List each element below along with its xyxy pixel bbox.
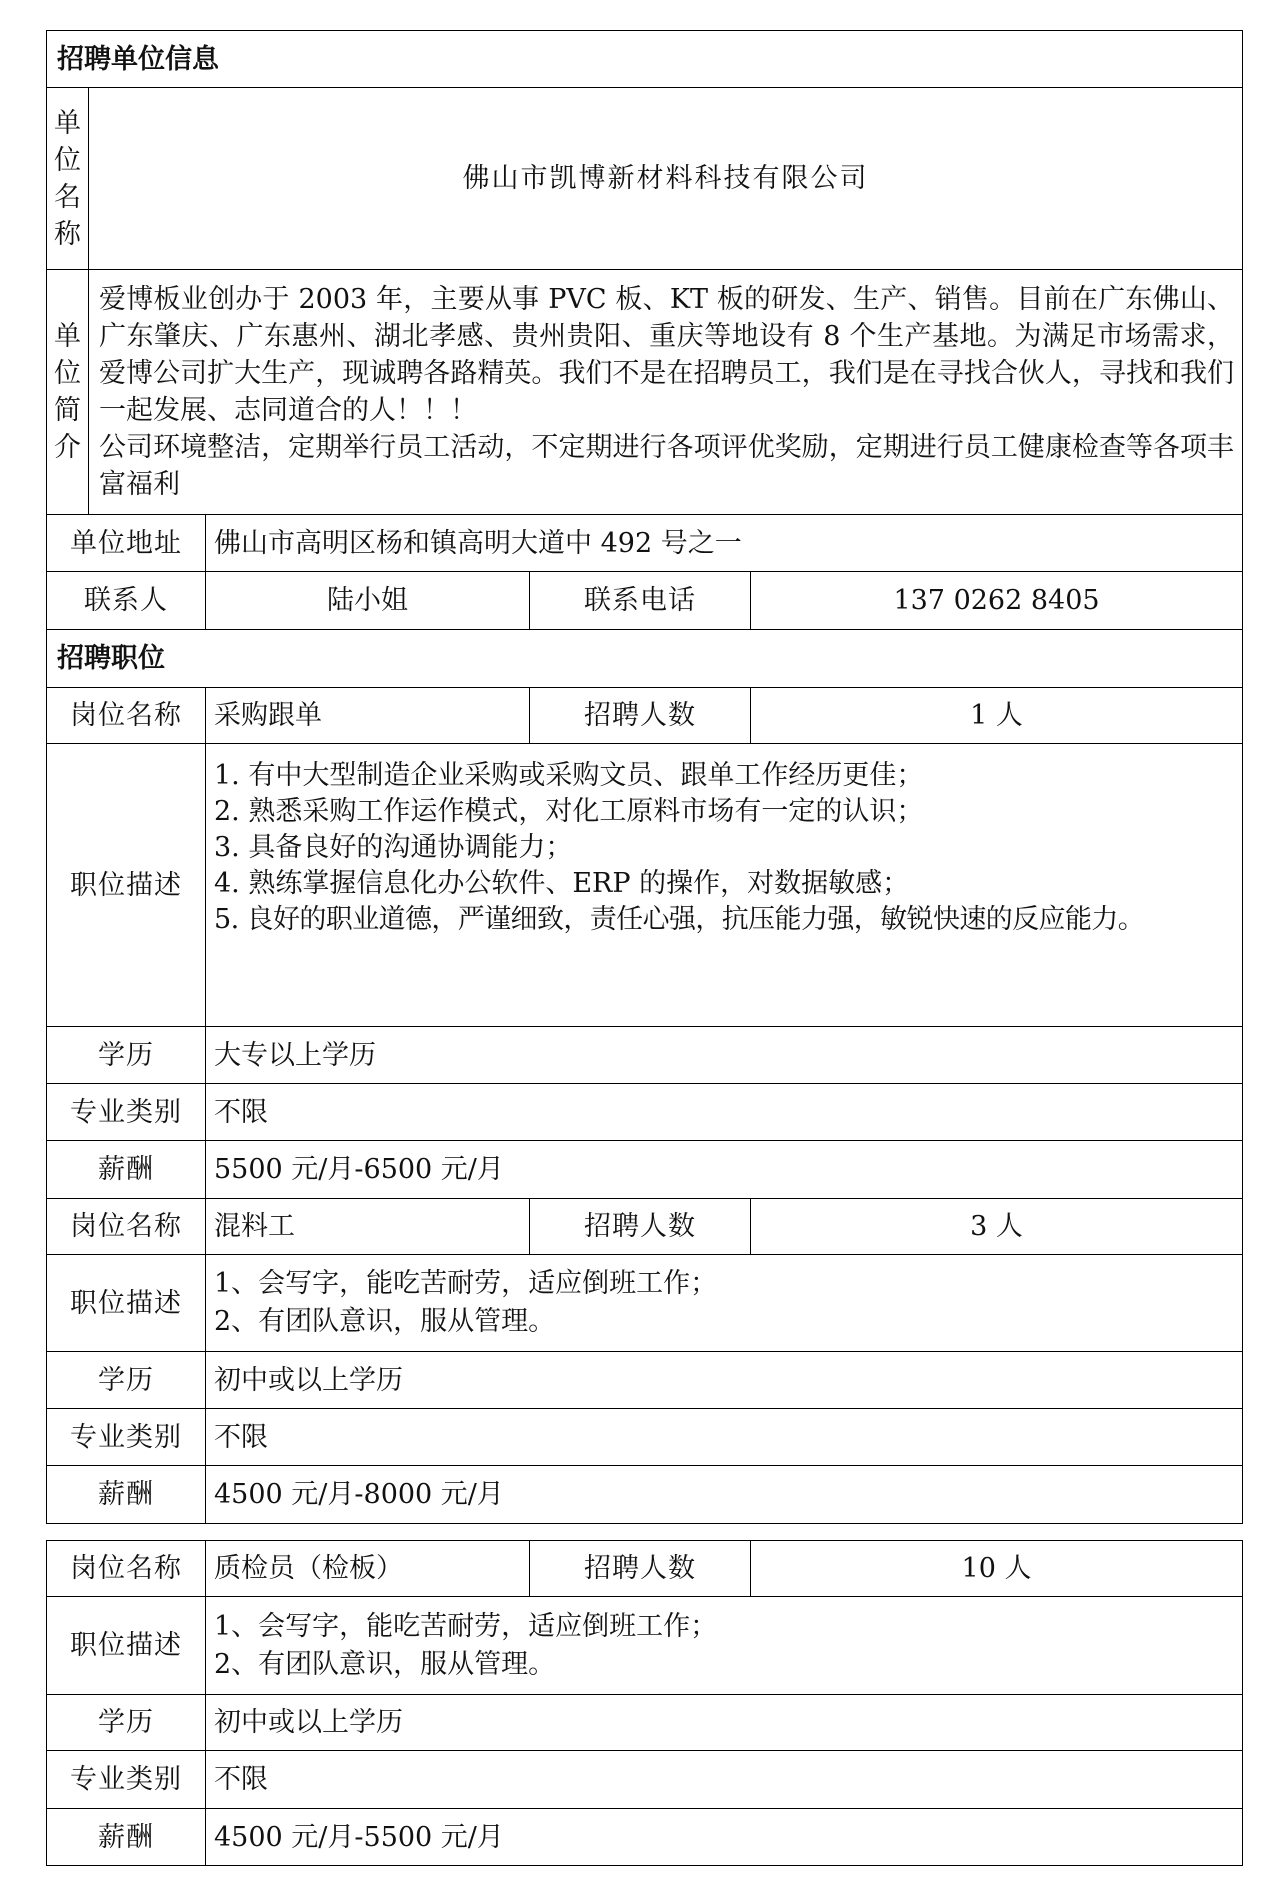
education-value: 初中或以上学历	[206, 1695, 1243, 1751]
position-description	[206, 1255, 1243, 1352]
headcount-value: 3 人	[751, 1199, 1243, 1255]
position-description	[206, 1597, 1243, 1695]
company-intro	[89, 270, 1243, 515]
section-title-company-info: 招聘单位信息	[47, 31, 1243, 88]
salary-value: 4500 元/月-8000 元/月	[206, 1466, 1243, 1524]
major-label: 专业类别	[47, 1409, 206, 1466]
company-address: 佛山市高明区杨和镇高明大道中 492 号之一	[206, 515, 1243, 572]
headcount-label: 招聘人数	[530, 1541, 751, 1597]
section-title-positions: 招聘职位	[47, 630, 1243, 688]
position-name-label: 岗位名称	[47, 1541, 206, 1597]
position-name: 质检员（检板）	[206, 1541, 530, 1597]
address-label: 单位地址	[47, 515, 206, 572]
recruitment-table-secondary	[46, 1540, 1243, 1866]
recruitment-table-main	[46, 30, 1243, 1524]
major-value: 不限	[206, 1751, 1243, 1809]
company-intro-label-char: 介	[54, 432, 81, 463]
contact-person: 陆小姐	[206, 572, 530, 630]
description-line: 5. 良好的职业道德，严谨细致，责任心强，抗压能力强，敏锐快速的反应能力。	[214, 904, 1145, 935]
contact-phone[interactable]: 137 0262 8405	[751, 572, 1243, 630]
company-name-label-char: 称	[54, 218, 81, 250]
education-label: 学历	[47, 1352, 206, 1409]
education-label: 学历	[47, 1695, 206, 1751]
salary-value: 4500 元/月-5500 元/月	[206, 1809, 1243, 1866]
position-name: 采购跟单	[206, 688, 530, 744]
description-line: 3. 具备良好的沟通协调能力；	[214, 832, 573, 863]
phone-label: 联系电话	[530, 572, 751, 630]
company-intro-label-char: 单	[54, 321, 81, 352]
contact-label: 联系人	[47, 572, 206, 630]
headcount-value: 1 人	[751, 688, 1243, 744]
salary-label: 薪酬	[47, 1141, 206, 1199]
company-name: 佛山市凯博新材料科技有限公司	[89, 88, 1243, 270]
company-name-label-char: 位	[54, 144, 81, 176]
salary-value: 5500 元/月-6500 元/月	[206, 1141, 1243, 1199]
headcount-label: 招聘人数	[530, 688, 751, 744]
description-label: 职位描述	[47, 1597, 206, 1695]
company-intro-label-char: 位	[54, 358, 81, 389]
salary-label: 薪酬	[47, 1466, 206, 1524]
position-name-label: 岗位名称	[47, 1199, 206, 1255]
company-intro-paragraph: 爱博板业创办于 2003 年，主要从事 PVC 板、KT 板的研发、生产、销售。目前在广东佛山、广东肇庆、广东惠州、湖北孝感、贵州贵阳、重庆等地设有 8 个生产基地。为满足市场需求，爱博公司扩大生产，现诚聘各路精英。我们不是在招聘员工，我们是在寻找合伙人，寻找和我们一起发展、志同道合的人！！！	[99, 284, 1235, 426]
salary-label: 薪酬	[47, 1809, 206, 1866]
education-value: 大专以上学历	[206, 1027, 1243, 1084]
description-line: 4. 熟练掌握信息化办公软件、ERP 的操作，对数据敏感；	[214, 868, 910, 899]
position-name-label: 岗位名称	[47, 688, 206, 744]
description-line: 1、会写字，能吃苦耐劳，适应倒班工作；	[214, 1610, 718, 1642]
company-intro-label-char: 简	[54, 395, 81, 426]
description-label: 职位描述	[47, 1255, 206, 1352]
headcount-label: 招聘人数	[530, 1199, 751, 1255]
company-intro-paragraph: 公司环境整洁，定期举行员工活动，不定期进行各项评优奖励，定期进行员工健康检查等各项丰富福利	[99, 432, 1235, 500]
major-label: 专业类别	[47, 1084, 206, 1141]
company-name-label-char: 名	[54, 181, 81, 213]
major-value: 不限	[206, 1409, 1243, 1466]
company-intro-label	[47, 270, 89, 515]
headcount-value: 10 人	[751, 1541, 1243, 1597]
description-line: 2、有团队意识，服从管理。	[214, 1306, 556, 1337]
company-name-label-char: 单	[54, 107, 81, 139]
position-name: 混料工	[206, 1199, 530, 1255]
description-line: 1. 有中大型制造企业采购或采购文员、跟单工作经历更佳；	[214, 760, 924, 791]
description-label: 职位描述	[47, 744, 206, 1027]
position-description	[206, 744, 1243, 1027]
education-value: 初中或以上学历	[206, 1352, 1243, 1409]
description-line: 2. 熟悉采购工作运作模式，对化工原料市场有一定的认识；	[214, 796, 924, 827]
major-value: 不限	[206, 1084, 1243, 1141]
major-label: 专业类别	[47, 1751, 206, 1809]
description-line: 1、会写字，能吃苦耐劳，适应倒班工作；	[214, 1268, 718, 1299]
company-name-label	[47, 88, 89, 270]
education-label: 学历	[47, 1027, 206, 1084]
description-line: 2、有团队意识，服从管理。	[214, 1648, 556, 1680]
